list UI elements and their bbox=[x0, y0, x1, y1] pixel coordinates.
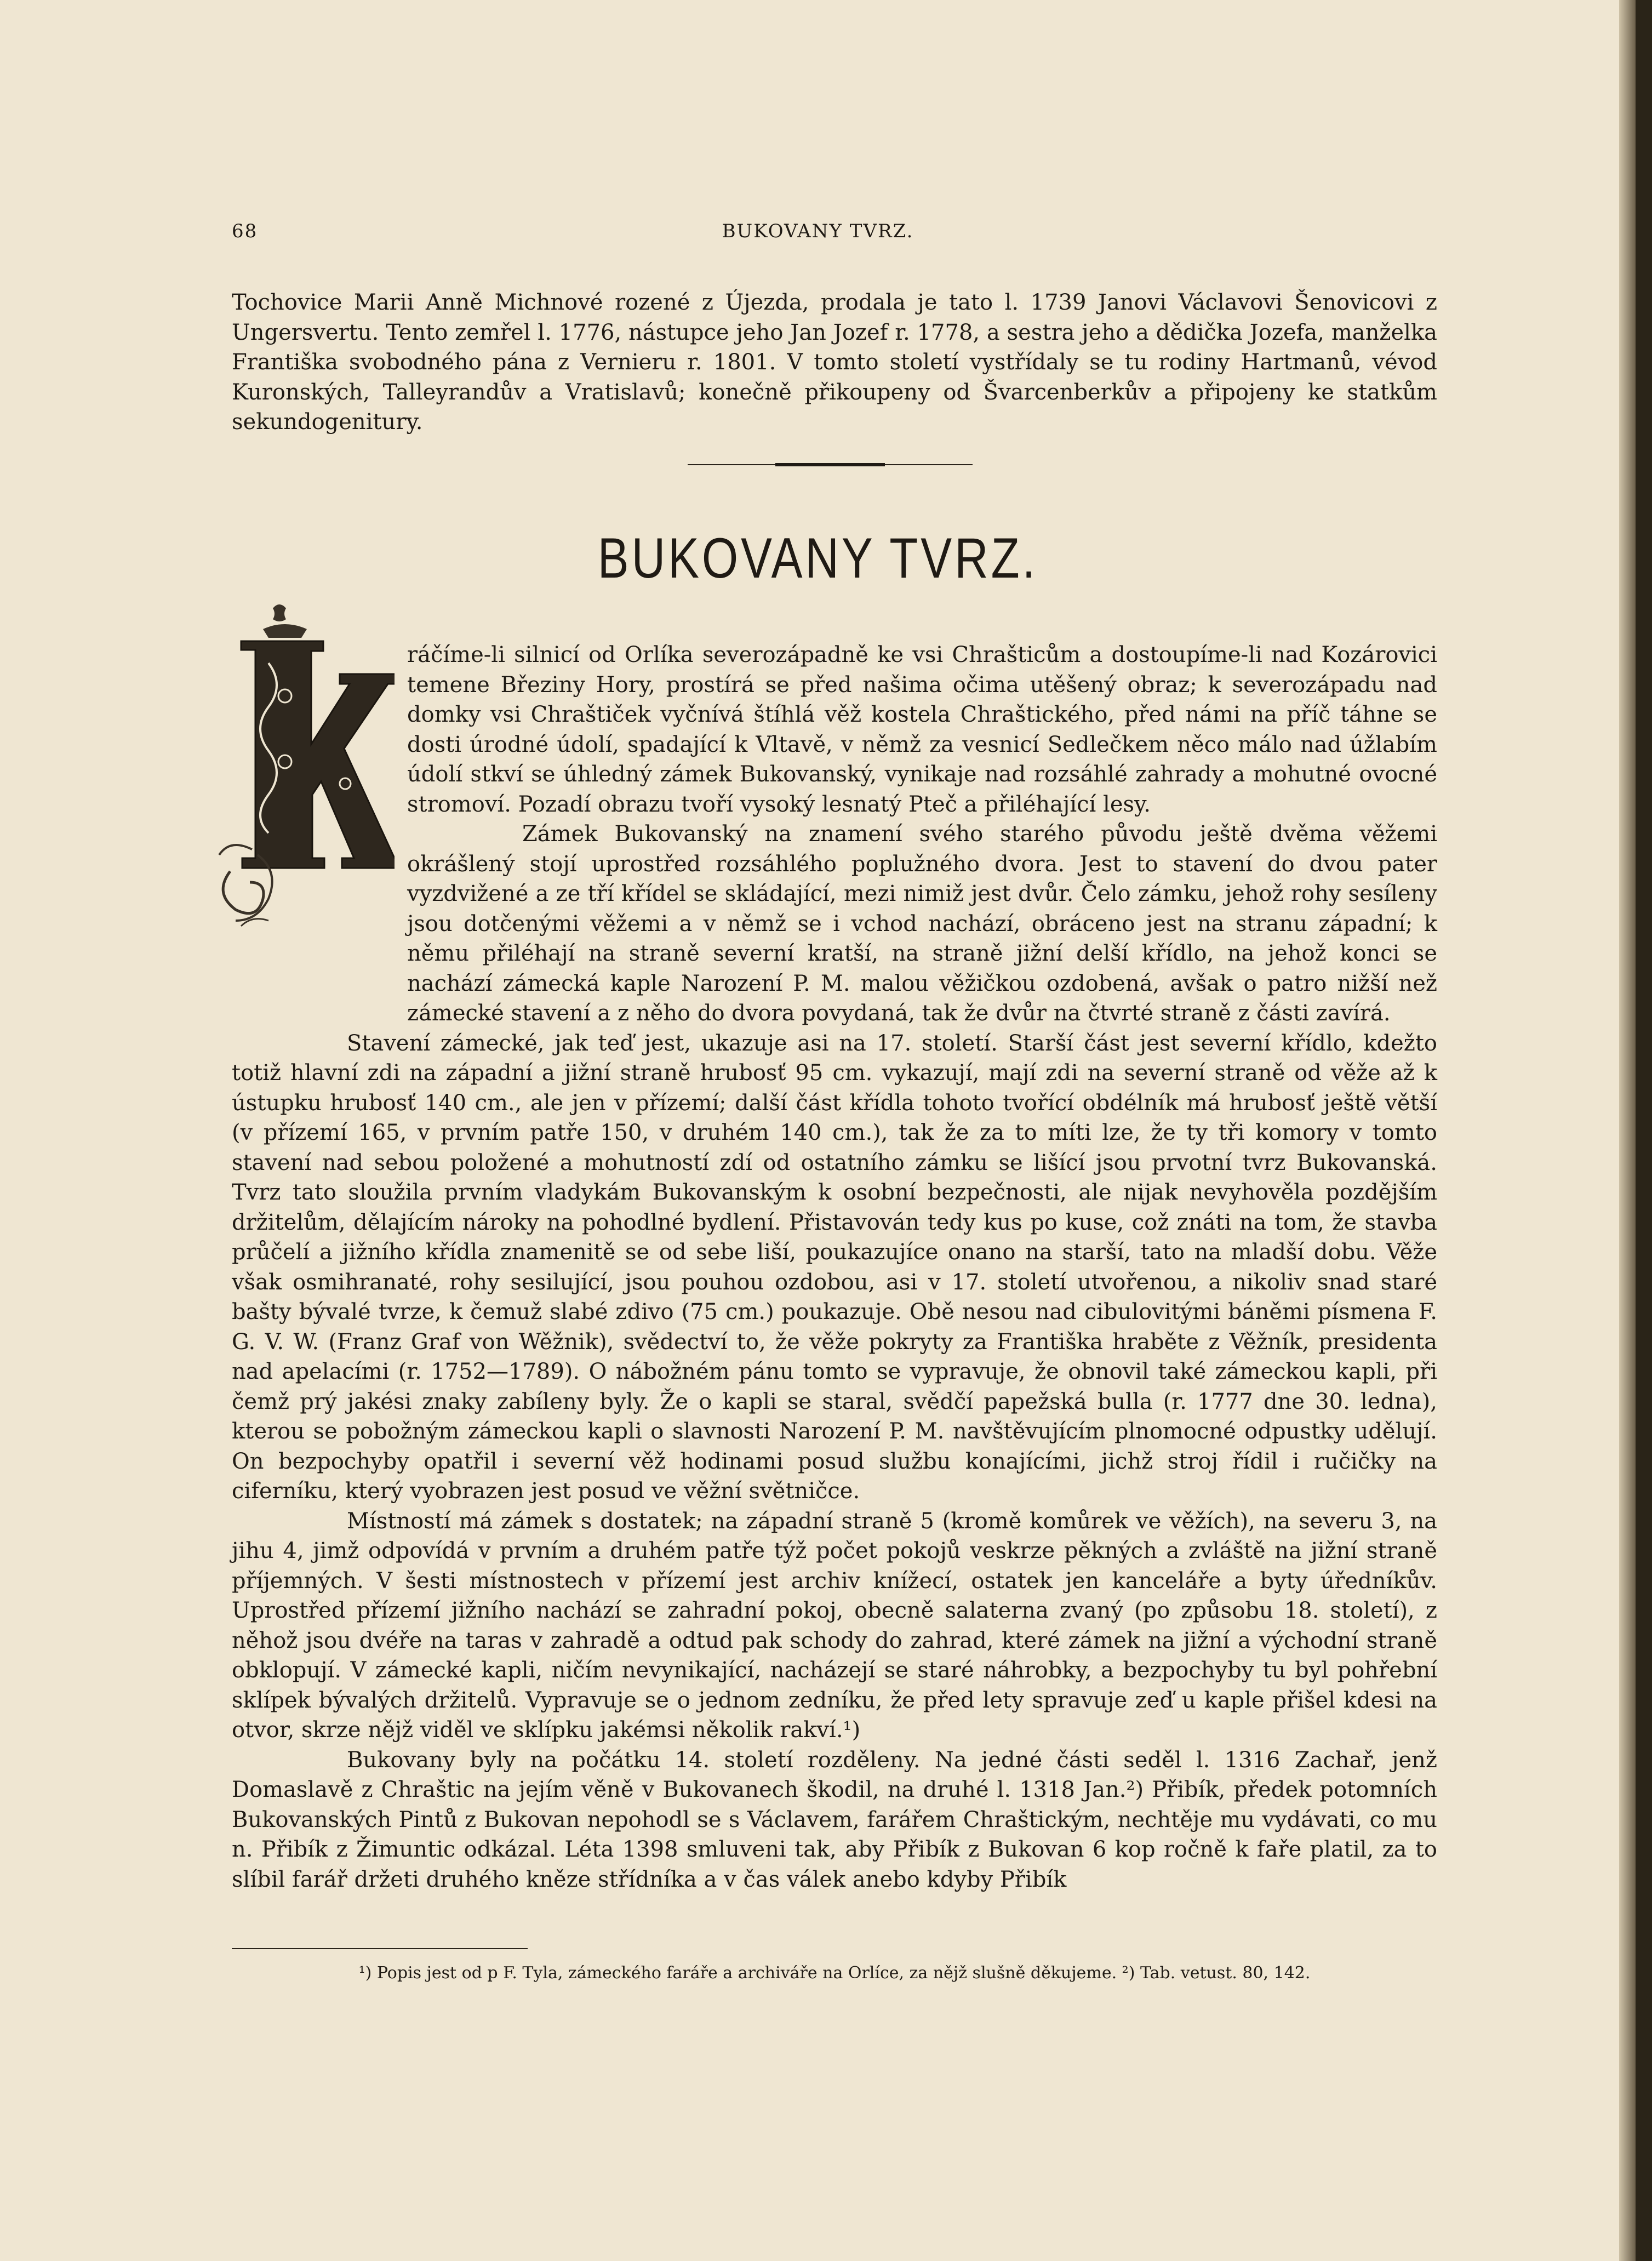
page-edge bbox=[1619, 0, 1636, 2261]
footnotes: ¹) Popis jest od p F. Tyla, zámeckého faráře a archiváře na Orlíce, za nějž slušně děkujeme. ²) Tab. vetust. 80, 142. bbox=[358, 1963, 1311, 1983]
page-number: 68 bbox=[232, 220, 258, 242]
paragraph-5: Bukovany byly na počátku 14. století rozděleny. Na jedné části seděl l. 1316 Zachař, jenž Domaslavě z Chraštic na jejím věně v Bukovanech škodil, na druhé l. 1318 Jan.²) Přibík, předek potomních Bukovanských Pintů z Bukovan nepohodl se s Václavem, farářem Chraštickým, nechtěje mu vydávati, co mu n. Přibík z Žimuntic odkázal. Léta 1398 smluveni tak, aby Přibík z Bukovan 6 kop ročně k faře platil, za to slíbil farář držeti druhého kněze střídníka a v čas válek anebo kdyby Přibík bbox=[232, 1747, 1437, 1892]
section-title: BUKOVANY TVRZ. bbox=[597, 527, 1038, 590]
footnote-rule bbox=[232, 1948, 528, 1949]
intro-block bbox=[232, 288, 1437, 437]
paragraph-2: Zámek Bukovanský na znamení svého starého původu ještě dvěma věžemi okrášlený stojí uprostřed rozsáhlého poplužného dvora. Jest to stavení do dvou pater vyzdvižené a ze tří křídel se skládající, mezi nimiž jest dvůr. Čelo zámku, jehož rohy sesíleny jsou dotčenými věžemi a v němž se i vchod nachází, obráceno jest na stranu západní; k němu přiléhají na straně severní kratší, na straně jižní delší křídlo, na jehož konci se nachází zámecká kaple Narození P. M. malou věžičkou ozdobená, avšak o patro nižší než zámecké stavení a z něho do dvora povydaná, tak že dvůr na čtvrté straně z části zavírá. bbox=[407, 821, 1437, 1026]
ornamental-rule bbox=[688, 463, 973, 466]
rule-thick-line bbox=[775, 463, 885, 466]
paragraph-4: Místností má zámek s dostatek; na západní straně 5 (kromě komůrek ve věžích), na severu 3, na jihu 4, jimž odpovídá v prvním a druhém patře týž počet pokojů veskrze pěkných a zvláště na jižní straně příjemných. V šesti místnostech v přízemí jest archiv knížecí, ostatek jen kanceláře a byty úředníkův. Uprostřed přízemí jižního nachází se zahradní pokoj, obecně salaterna zvaný (po způsobu 18. století), z něhož jsou dvéře na taras v zahradě a odtud pak schody do zahrad, které zámek na jižní a východní straně obklopují. V zámecké kapli, ničím nevynikající, nacházejí se staré náhrobky, a bezpochyby tu byl pohřební sklípek bývalých držitelů. Vypravuje se o jednom zedníku, že před lety spravuje zeď u kaple přišel kdesi na otvor, skrze nějž viděl ve sklípku jakémsi několik rakví.¹) bbox=[232, 1508, 1437, 1743]
body-text bbox=[232, 640, 1437, 1894]
running-title: BUKOVANY TVRZ. bbox=[722, 220, 914, 242]
paragraph-3: Stavení zámecké, jak teď jest, ukazuje asi na 17. století. Starší část jest severní křídlo, kdežto totiž hlavní zdi na západní a jižní straně hrubosť 95 cm. vykazují, mají zdi na severní straně od věže až k ústupku hrubosť 140 cm., ale jen v přízemí; další část křídla tohoto tvořící obdélník má hrubosť ještě větší (v přízemí 165, v prvním patře 150, v druhém 140 cm.), tak že za to míti lze, že ty tři komory v tomto stavení nad sebou položené a mohutností zdí od ostatního zámku se lišící jsou prvotní tvrz Bukovanská. Tvrz tato sloužila prvním vladykám Bukovanským k osobní bezpečnosti, ale nijak nevyhověla pozdějším držitelům, dělajícím nároky na pohodlné bydlení. Přistavován tedy kus po kuse, což znáti na tom, že stavba průčelí a jižního křídla znamenitě se od sebe liší, poukazujíce onano na starší, tato na mladší dobu. Věže však osmihranaté, rohy sesilující, jsou pouhou ozdobou, asi v 17. století utvořenou, a nikoliv snad staré bašty bývalé tvrze, k čemuž slabé zdivo (75 cm.) poukazuje. Obě nesou nad cibulovitými báněmi písmena F. G. V. W. (Franz Graf von Wěžnik), svědectví to, že věže pokryty za Františka hraběte z Věžník, presidenta nad apelacími (r. 1752—1789). O nábožném pánu tomto se vypravuje, že obnovil také zámeckou kapli, při čemž prý jakési znaky zabíleny byly. Že o kapli se staral, svědčí papežská bulla (r. 1777 dne 30. ledna), kterou se pobožným zámeckou kapli o slavnosti Narození P. M. navštěvujícím plnomocné odpustky udělují. On bezpochyby opatřil i severní věž hodinami posud službu konajícími, jichž stroj řídil i ručičky na ciferníku, který vyobrazen jest posud ve věžní světničce. bbox=[232, 1030, 1437, 1504]
running-head bbox=[232, 220, 1404, 248]
paragraph-1: ráčíme-li silnicí od Orlíka severozápadně ke vsi Chrašticům a dostoupíme-li nad Kozárovici temene Březiny Hory, prostírá se před našima očima utěšený obraz; k severozápadu nad domky vsi Chraštiček vyčnívá štíhlá věž kostela Chraštického, před námi na příč táhne se dosti úrodné údolí, spadající k Vltavě, v němž za vesnicí Sedlečkem něco málo nad úžlabím údolí stkví se úhledný zámek Bukovanský, vynikaje nad rozsáhlé zahrady a mohutné ovocné stromoví. Pozadí obrazu tvoří vysoký lesnatý Pteč a přiléhající lesy. bbox=[407, 642, 1437, 817]
intro-paragraph: Tochovice Marii Anně Michnové rozené z Újezda, prodala je tato l. 1739 Janovi Václavovi Šenovicovi z Ungersvertu. Tento zemřel l. 1776, nástupce jeho Jan Jozef r. 1778, a sestra jeho a dědička Jozefa, manželka Františka svobodného pána z Vernieru r. 1801. V tomto století vystřídaly se tu rodiny Hartmanů, vévod Kuronských, Talleyrandův a Vratislavů; konečně přikoupeny od Švarcenberkův a připojeny ke statkům sekundogenitury. bbox=[232, 290, 1437, 435]
